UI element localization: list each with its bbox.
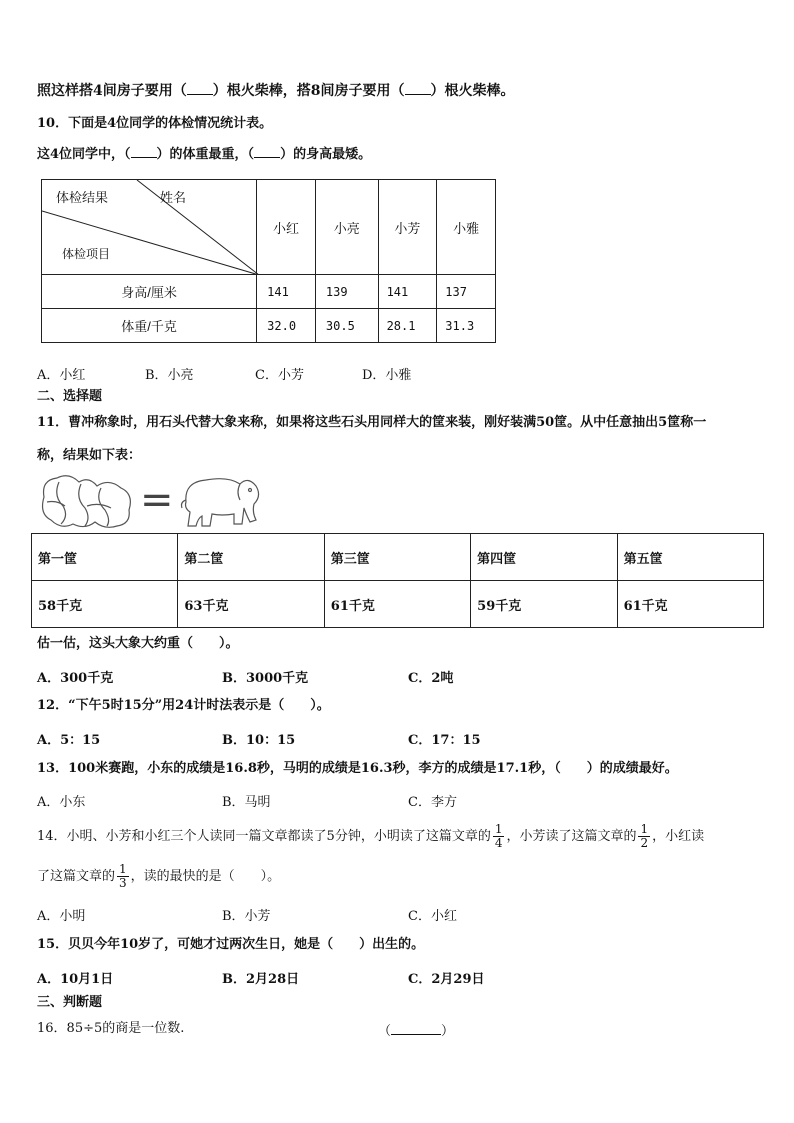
option-b[interactable]: B．马明 [222, 795, 271, 810]
q15-question: 15．贝贝今年10岁了，可她才过两次生日，她是（ ）出生的。 [37, 937, 425, 952]
answer-blank[interactable] [131, 157, 157, 158]
elephant-illustration [178, 472, 263, 530]
basket-header: 第一筐 [32, 534, 178, 581]
health-check-table [41, 179, 496, 343]
q16-question: 16．85÷5的商是一位数. [37, 1021, 185, 1036]
diagonal-header-cell [42, 180, 257, 275]
stones-illustration [39, 472, 134, 530]
section-heading: 三、判断题 [37, 995, 103, 1010]
section-heading: 二、选择题 [37, 389, 103, 404]
q11-line1: 11．曹冲称象时，用石头代替大象来称，如果将这些石头用同样大的筐来装，刚好装满50筐。从中任意抽出5筐称一 [37, 415, 707, 430]
answer-blank[interactable] [391, 1034, 441, 1035]
option-d[interactable]: D．小雅 [362, 368, 412, 383]
cell-value: 137 [437, 275, 496, 309]
q14-line1: 14．小明、小芳和小红三个人读同一篇文章都读了5分钟，小明读了这篇文章的 $\frac{1}{4}$ ，小芳读了这篇文章的 $\frac{1}{2}$ ，小红读 [37, 822, 705, 850]
name-cell: 小亮 [315, 180, 378, 275]
q12-question: 12．“下午5时15分”用24计时法表示是（ ）。 [37, 698, 330, 713]
cell-value: 30.5 [315, 309, 378, 343]
name-cell: 小红 [257, 180, 316, 275]
option-b[interactable]: B．小芳 [222, 909, 271, 924]
cell-value: 141 [257, 275, 316, 309]
basket-weight: 59千克 [471, 581, 617, 628]
fraction-one-third: $\frac{1}{3}$ [119, 862, 127, 890]
q16-answer-paren[interactable]: （ ） [378, 1024, 455, 1039]
cell-value: 31.3 [437, 309, 496, 343]
row-label: 体重/千克 [42, 309, 257, 343]
table-row [42, 275, 496, 309]
header-item: 体检项目 [62, 247, 111, 261]
answer-blank[interactable] [405, 94, 431, 95]
option-c[interactable]: C．小芳 [255, 368, 304, 383]
option-b[interactable]: B．2月28日 [222, 972, 300, 987]
cell-value: 28.1 [378, 309, 437, 343]
basket-header: 第五筐 [617, 534, 763, 581]
answer-blank[interactable] [187, 94, 213, 95]
basket-header: 第二筐 [178, 534, 324, 581]
basket-weight: 61千克 [324, 581, 470, 628]
option-a[interactable]: A．小东 [37, 795, 86, 810]
table-row [42, 309, 496, 343]
option-c[interactable]: C．2吨 [408, 671, 454, 686]
option-c[interactable]: C．小红 [408, 909, 457, 924]
option-b[interactable]: B．10：15 [222, 733, 296, 748]
option-a[interactable]: A．小明 [37, 909, 86, 924]
q10-question: 这4位同学中，（ ）的体重最重，（ ）的身高最矮。 [37, 147, 372, 162]
option-b[interactable]: B．3000千克 [222, 671, 309, 686]
option-b[interactable]: B．小亮 [145, 368, 194, 383]
cell-value: 32.0 [257, 309, 316, 343]
option-a[interactable]: A．5：15 [37, 733, 101, 748]
q11-question: 估一估，这头大象大约重（ ）。 [37, 636, 239, 651]
fraction-one-quarter: $\frac{1}{4}$ [494, 822, 503, 850]
q13-question: 13．100米赛跑，小东的成绩是16.8秒，马明的成绩是16.3秒，李方的成绩是17.1秒，（ ）的成绩最好。 [37, 761, 678, 776]
option-c[interactable]: C．2月29日 [408, 972, 485, 987]
equals-sign: = [140, 477, 174, 523]
basket-header: 第四筐 [471, 534, 617, 581]
option-a[interactable]: A．300千克 [37, 671, 114, 686]
fraction-one-half: $\frac{1}{2}$ [640, 822, 649, 850]
option-c[interactable]: C．17：15 [408, 733, 481, 748]
q11-line2: 称，结果如下表： [37, 448, 142, 463]
option-c[interactable]: C．李方 [408, 795, 457, 810]
q9-tail-line: 照这样搭4间房子要用（ ）根火柴棒，搭8间房子要用（ ）根火柴棒。 [37, 83, 515, 99]
basket-weight-table [31, 533, 764, 628]
cell-value: 139 [315, 275, 378, 309]
name-cell: 小雅 [437, 180, 496, 275]
option-a[interactable]: A．10月1日 [37, 972, 114, 987]
name-cell: 小芳 [378, 180, 437, 275]
basket-header: 第三筐 [324, 534, 470, 581]
q14-line2: 了这篇文章的 $\frac{1}{3}$ ，读的最快的是（ ）。 [37, 862, 281, 890]
answer-blank[interactable] [254, 157, 280, 158]
basket-weight: 61千克 [617, 581, 763, 628]
header-result: 体检结果 [56, 190, 109, 205]
option-a[interactable]: A．小红 [37, 368, 86, 383]
row-label: 身高/厘米 [42, 275, 257, 309]
header-name: 姓名 [160, 190, 187, 205]
q10-title: 10．下面是4位同学的体检情况统计表。 [37, 116, 273, 131]
cell-value: 141 [378, 275, 437, 309]
basket-weight: 63千克 [178, 581, 324, 628]
basket-weight: 58千克 [32, 581, 178, 628]
